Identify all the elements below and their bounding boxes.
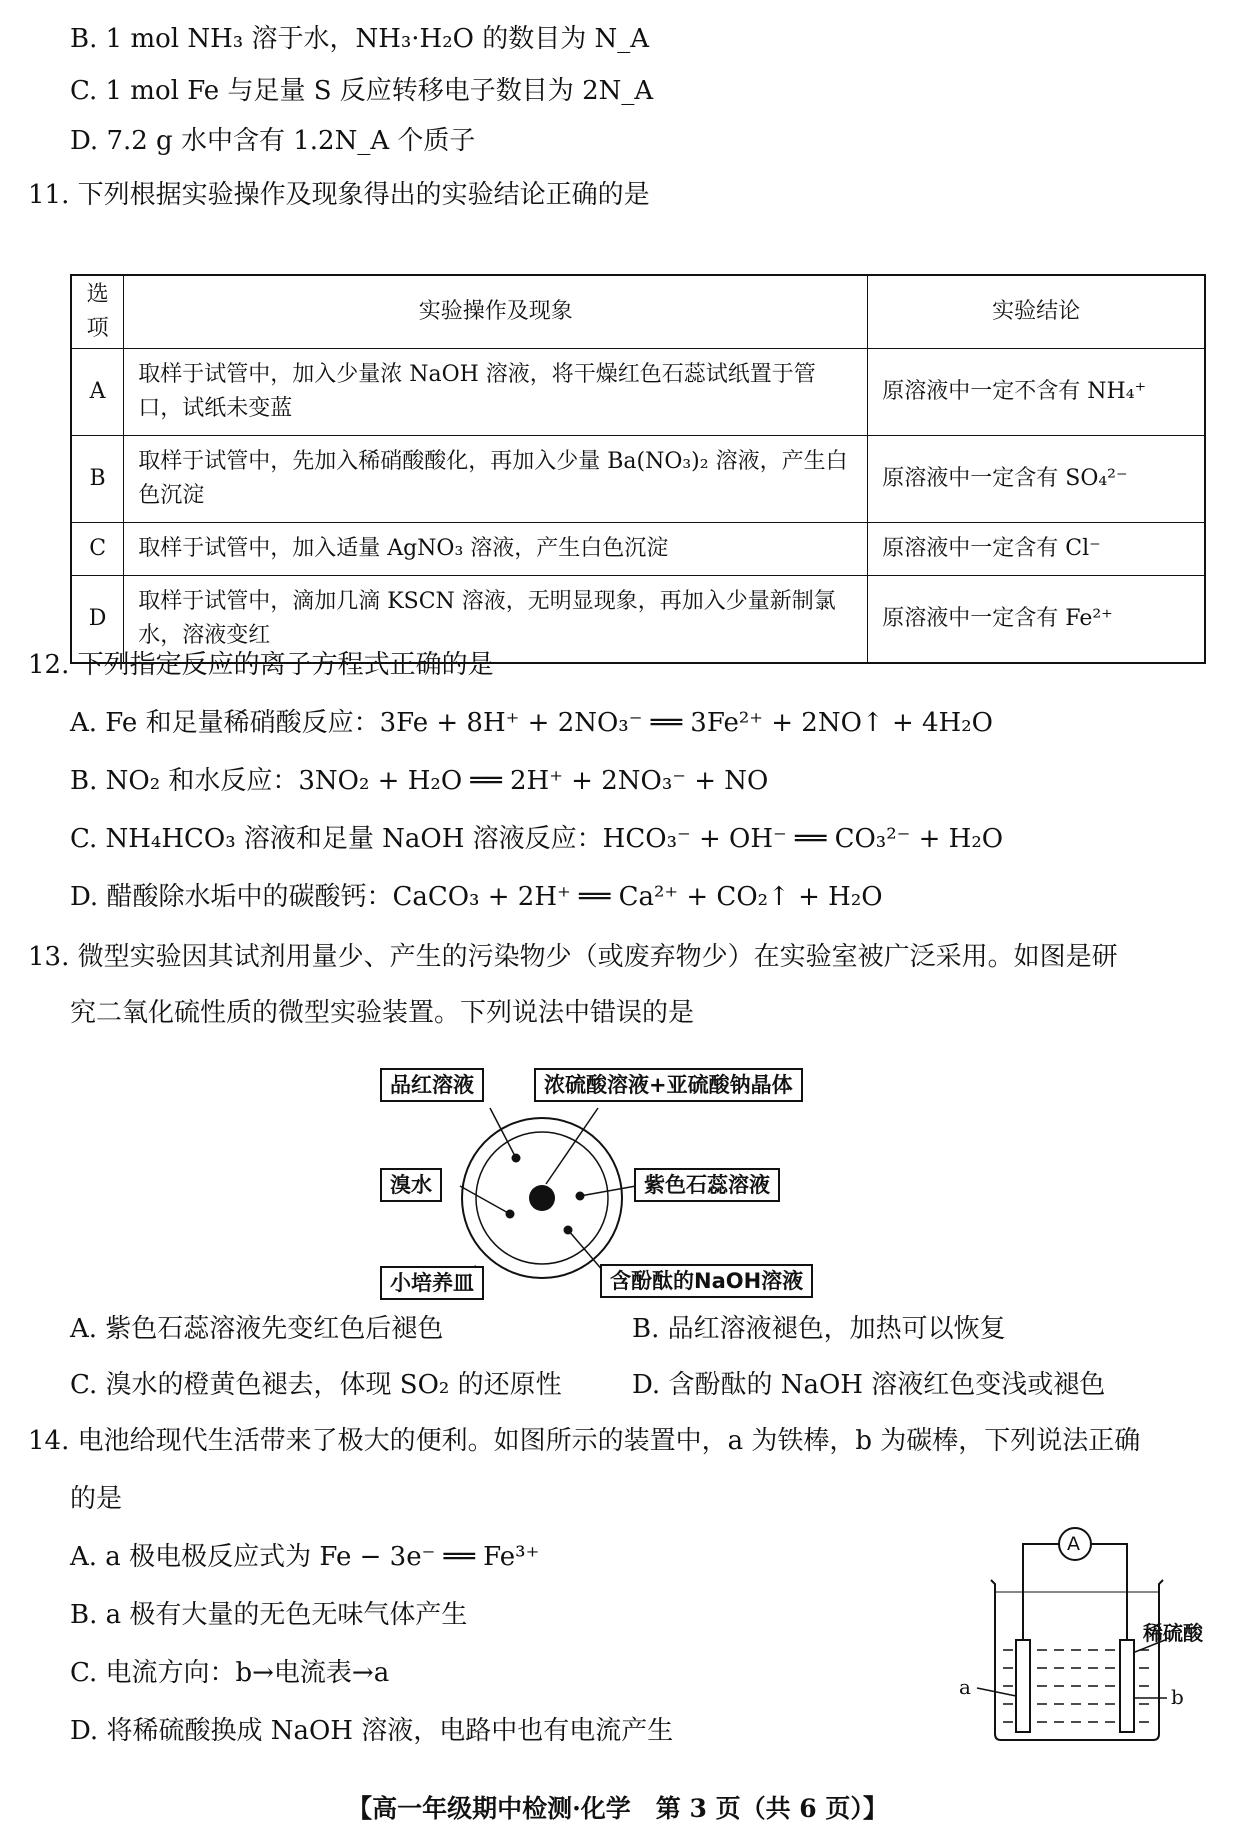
microscale-apparatus-figure xyxy=(380,1068,860,1304)
row-conclusion: 原溶液中一定含有 Cl⁻ xyxy=(868,523,1205,576)
q14-stem-line2: 的是 xyxy=(70,1484,123,1514)
q13-option-c: C. 溴水的橙黄色褪去，体现 SO₂ 的还原性 xyxy=(70,1370,562,1400)
q14-option-d: D. 将稀硫酸换成 NaOH 溶液，电路中也有电流产生 xyxy=(70,1716,674,1746)
q10-option-c: C. 1 mol Fe 与足量 S 反应转移电子数目为 2N_A xyxy=(70,76,654,106)
label-center-reagent: 浓硫酸溶液+亚硫酸钠晶体 xyxy=(534,1068,803,1102)
label-litmus: 紫色石蕊溶液 xyxy=(634,1168,780,1202)
label-naoh: 含酚酞的NaOH溶液 xyxy=(600,1264,813,1298)
row-operation: 取样于试管中，先加入稀硝酸酸化，再加入少量 Ba(NO₃)₂ 溶液，产生白色沉淀 xyxy=(124,436,868,523)
row-label: B xyxy=(71,436,124,523)
row-label: C xyxy=(71,523,124,576)
q14-option-c: C. 电流方向：b→电流表→a xyxy=(70,1658,390,1688)
q11-table xyxy=(70,274,1206,664)
page-footer: 【高一年级期中检测·化学 第 3 页（共 6 页）】 xyxy=(347,1794,888,1823)
q14-option-b: B. a 极有大量的无色无味气体产生 xyxy=(70,1600,468,1630)
label-petri-dish: 小培养皿 xyxy=(380,1266,484,1300)
q10-option-d: D. 7.2 g 水中含有 1.2N_A 个质子 xyxy=(70,126,476,156)
q12-option-c: C. NH₄HCO₃ 溶液和足量 NaOH 溶液反应：HCO₃⁻ + OH⁻ ══ CO₃²⁻ + H₂O xyxy=(70,824,1004,854)
row-operation: 取样于试管中，滴加几滴 KSCN 溶液，无明显现象，再加入少量新制氯水，溶液变红 xyxy=(124,576,868,664)
label-bromine-water: 溴水 xyxy=(380,1168,442,1202)
row-conclusion: 原溶液中一定不含有 NH₄⁺ xyxy=(868,349,1205,436)
ammeter-label: A xyxy=(1067,1533,1080,1555)
q10-option-b: B. 1 mol NH₃ 溶于水，NH₃·H₂O 的数目为 N_A xyxy=(70,24,650,54)
q12-stem: 12. 下列指定反应的离子方程式正确的是 xyxy=(28,650,494,680)
row-label: A xyxy=(71,349,124,436)
q12-option-b: B. NO₂ 和水反应：3NO₂ + H₂O ══ 2H⁺ + 2NO₃⁻ + NO xyxy=(70,766,769,796)
q13-option-d: D. 含酚酞的 NaOH 溶液红色变浅或褪色 xyxy=(632,1370,1106,1400)
electrode-b-label: b xyxy=(1171,1685,1184,1709)
table-row xyxy=(71,349,1205,436)
q13-stem-line1: 13. 微型实验因其试剂用量少、产生的污染物少（或废弃物少）在实验室被广泛采用。如图是研 xyxy=(28,942,1118,972)
label-pinhong: 品红溶液 xyxy=(380,1068,484,1102)
header-option: 选项 xyxy=(71,275,124,349)
header-operation: 实验操作及现象 xyxy=(124,275,868,349)
header-conclusion: 实验结论 xyxy=(868,275,1205,349)
q12-option-d: D. 醋酸除水垢中的碳酸钙：CaCO₃ + 2H⁺ ══ Ca²⁺ + CO₂↑ + H₂O xyxy=(70,882,883,912)
q12-option-a: A. Fe 和足量稀硝酸反应：3Fe + 8H⁺ + 2NO₃⁻ ══ 3Fe²⁺ + 2NO↑ + 4H₂O xyxy=(70,708,993,738)
q13-option-a: A. 紫色石蕊溶液先变红色后褪色 xyxy=(70,1314,444,1344)
table-row xyxy=(71,523,1205,576)
row-conclusion: 原溶液中一定含有 Fe²⁺ xyxy=(868,576,1205,664)
row-conclusion: 原溶液中一定含有 SO₄²⁻ xyxy=(868,436,1205,523)
q13-stem-line2: 究二氧化硫性质的微型实验装置。下列说法中错误的是 xyxy=(70,998,695,1028)
q14-option-a: A. a 极电极反应式为 Fe − 3e⁻ ══ Fe³⁺ xyxy=(70,1542,540,1572)
electrode-a-label: a xyxy=(959,1675,971,1699)
row-label: D xyxy=(71,576,124,664)
q14-stem-line1: 14. 电池给现代生活带来了极大的便利。如图所示的装置中，a 为铁棒，b 为碳棒，下列说法正确 xyxy=(28,1426,1141,1456)
q13-option-b: B. 品红溶液褪色，加热可以恢复 xyxy=(632,1314,1006,1344)
acid-label: 稀硫酸 xyxy=(1143,1621,1203,1645)
galvanic-cell-figure xyxy=(955,1520,1215,1750)
row-operation: 取样于试管中，加入少量浓 NaOH 溶液，将干燥红色石蕊试纸置于管口，试纸未变蓝 xyxy=(124,349,868,436)
row-operation: 取样于试管中，加入适量 AgNO₃ 溶液，产生白色沉淀 xyxy=(124,523,868,576)
q11-stem: 11. 下列根据实验操作及现象得出的实验结论正确的是 xyxy=(28,180,650,210)
table-header-row xyxy=(71,275,1205,349)
table-row xyxy=(71,436,1205,523)
